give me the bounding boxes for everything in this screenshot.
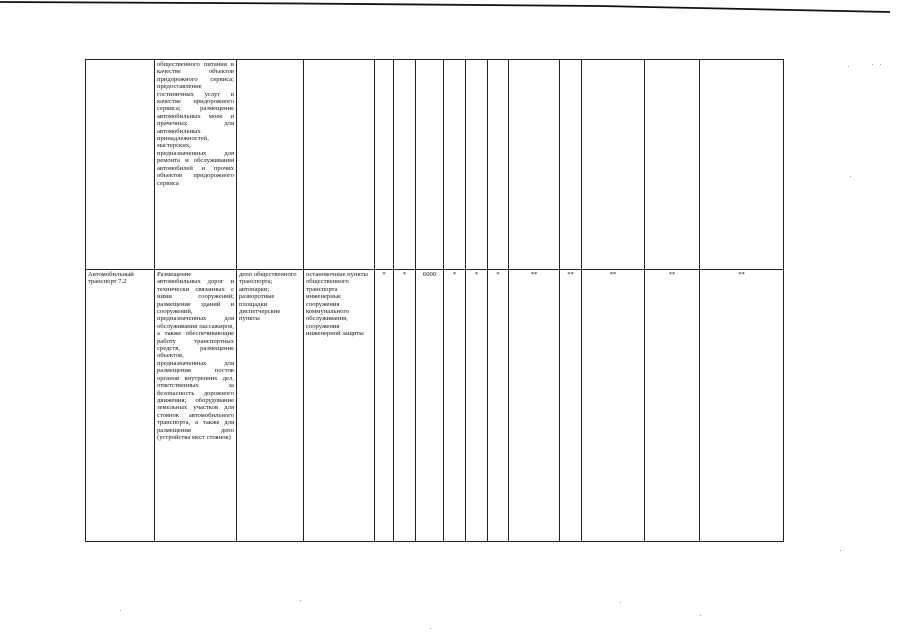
param-cell: ** — [645, 270, 700, 542]
scan-speck — [848, 66, 849, 67]
param-cell: ** — [700, 270, 784, 542]
param-cell: ** — [509, 270, 560, 542]
scan-speck — [872, 64, 873, 65]
main-objects-cell — [237, 60, 304, 270]
param-cell — [466, 60, 488, 270]
param-cell: * — [444, 270, 466, 542]
param-cell — [394, 60, 416, 270]
param-cell: * — [375, 270, 394, 542]
scan-speck — [850, 176, 851, 177]
scan-speck — [300, 600, 301, 601]
param-cell — [416, 60, 444, 270]
scan-speck — [880, 64, 881, 65]
scan-speck — [840, 550, 841, 551]
auxiliary-objects-cell: остановочные пункты общественного транспорта инженерные сооружения коммунального обслуживания, сооружения инженерной защиты — [304, 270, 375, 542]
scan-speck — [120, 610, 121, 611]
param-cell — [700, 60, 784, 270]
main-objects-cell: депо общественного транспорта; автопарки; разворотные площадки диспетчерские пункты — [237, 270, 304, 542]
table-row — [86, 60, 784, 270]
param-cell — [375, 60, 394, 270]
use-name-cell: Автомобильный транспорт 7.2 — [86, 270, 155, 542]
scan-speck — [620, 602, 621, 603]
permitted-use-description-cell: Размещение автомобильных дорог и технически связанных с ними сооружений; размещение зданий и сооружений, предназначенных для обслуживания пассажиров, а также обеспечивающие работу транспортных средств, размещение объектов, предназначенных для размещения постов органов внутренних дел, ответственных за безопасность дорожного движения; оборудование земельных участков для стоянок автомобильного транспорта, а также для размещения депо (устройства мест стоянок) — [155, 270, 237, 542]
scan-speck — [700, 615, 701, 616]
param-cell — [444, 60, 466, 270]
param-cell — [560, 60, 582, 270]
param-cell: * — [466, 270, 488, 542]
page-top-rule — [0, 0, 890, 16]
param-cell: * — [394, 270, 416, 542]
param-cell: * — [488, 270, 509, 542]
auxiliary-objects-cell — [304, 60, 375, 270]
param-cell — [488, 60, 509, 270]
param-cell — [645, 60, 700, 270]
table-row — [86, 270, 784, 542]
permitted-use-description-cell: общественного питания в качестве объектов придорожного сервиса; предоставление гостиничных услуг в качестве придорожного сервиса; размещение автомобильных моек и прачечных для автомобильных принадлежностей, мастерских, предназначенных для ремонта и обслуживания автомобилей и прочих объектов придорожного сервиса — [155, 60, 237, 270]
param-cell — [582, 60, 645, 270]
land-use-regulations-table — [85, 59, 784, 542]
scan-speck — [430, 628, 431, 629]
param-cell: ** — [582, 270, 645, 542]
use-name-cell — [86, 60, 155, 270]
param-cell — [509, 60, 560, 270]
min-area-cell: 6000 — [416, 270, 444, 542]
param-cell: ** — [560, 270, 582, 542]
